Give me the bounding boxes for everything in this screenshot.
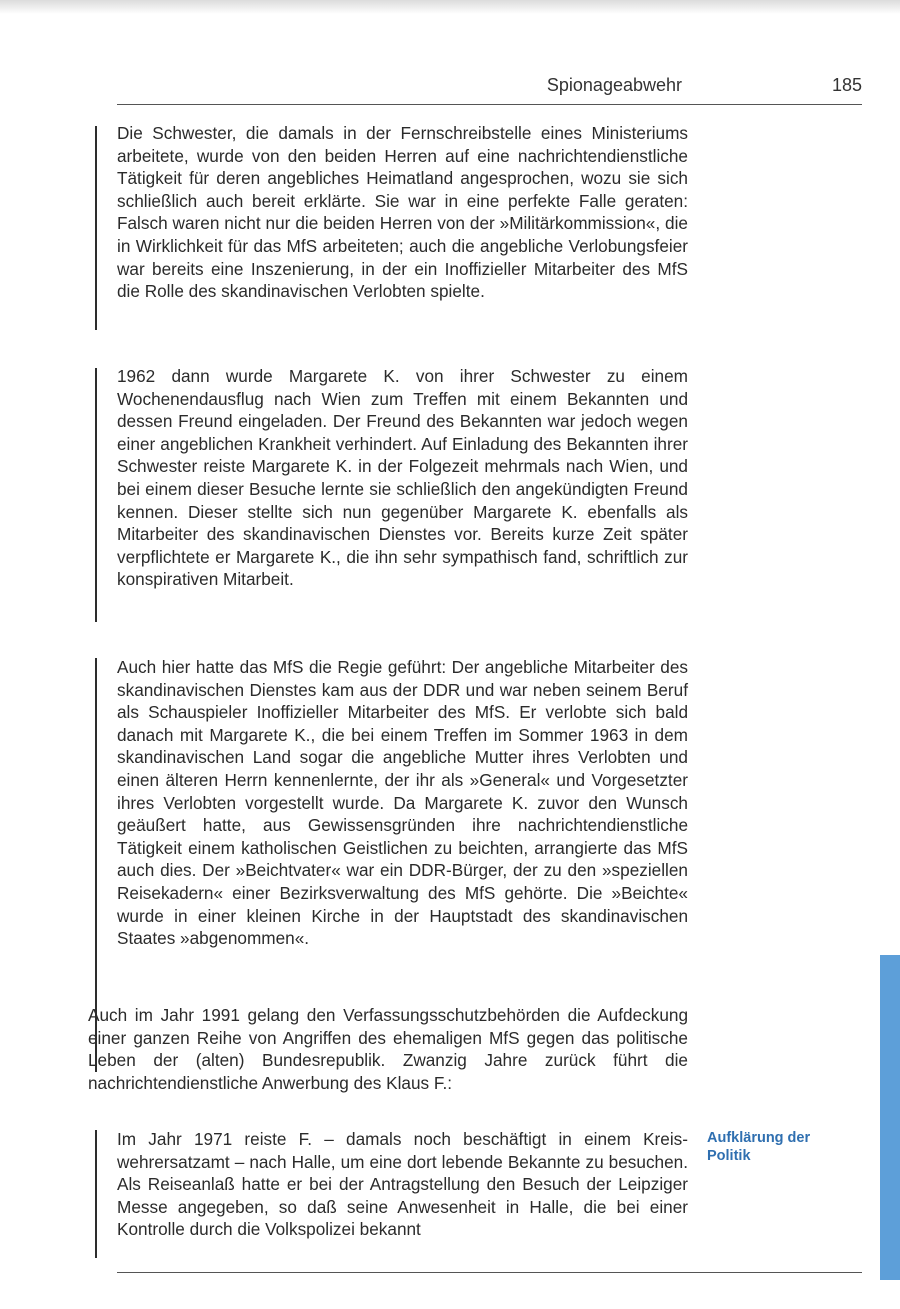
paragraph-text: Im Jahr 1971 reiste F. – damals noch beschäftigt in einem Kreiswehrersatzamt – nach Halle, um eine dort lebende Bekannte zu besuchen. Als Reiseanlaß hatte er bei der Antragstellung den Besuch der Leipziger Messe angegeben, so daß seine Anwesenheit in Halle, die bei einer Kontrolle durch die Volkspolizei bekannt [117, 1129, 688, 1240]
header-rule [117, 104, 862, 105]
paragraph-text: Auch im Jahr 1991 gelang den Verfassungsschutzbehörden die Aufdeckung einer ganzen Reihe von Angriffen des ehemaligen MfS gegen das politische Leben der (alten) Bundesrepublik. Zwanzig Jahre zurück führt die nachrichtendienstliche Anwerbung des Klaus F.: [88, 1005, 688, 1093]
running-header-section: Spionageabwehr [546, 75, 682, 95]
case-paragraph-1 [117, 122, 688, 303]
page-top-shadow [0, 0, 900, 14]
quote-bar [95, 126, 97, 330]
margin-note: Aufklärung der Politik [707, 1130, 811, 1164]
case-paragraph-2 [117, 365, 688, 591]
body-paragraph [88, 1004, 688, 1094]
page-number: 185 [831, 75, 862, 95]
quote-bar [95, 1130, 97, 1258]
paragraph-text: Auch hier hatte das MfS die Regie geführt: Der angebliche Mitarbeiter des skandinavischen Dienstes kam aus der DDR und war neben seinem Beruf als Schauspieler Inoffizieller Mitarbeiter des MfS. Er verlobte sich bald danach mit Margarete K., die bei einem Treffen im Sommer 1963 in dem skandinavischen Land sogar die angebliche Mutter ihres Verlobten und einen älteren Herrn kennenlernte, der ihr als »General« und Vorgesetzter ihres Verlobten vorgestellt wurde. Da Margarete K. zuvor den Wunsch geäußert hatte, aus Gewissensgründen ihre nachrichtendienstliche Tätigkeit einem katholischen Geistlichen zu beichten, arrangierte das MfS auch dies. Der »Beichtvater« war ein DDR-Bürger, der zu den »speziellen Reisekadern« einer Bezirksverwaltung des MfS gehörte. Die »Beichte« wurde in einer kleinen Kirche in der Hauptstadt des skandinavischen Staates »abgenommen«. [117, 657, 688, 949]
case-paragraph-3 [117, 656, 688, 950]
paragraph-text: Die Schwester, die damals in der Fernschreibstelle eines Ministeriums arbeitete, wurde von den beiden Herren auf eine nachrichtendienstliche Tätigkeit für deren angebliches Heimatland angesprochen, wozu sie sich schließlich auch bereit erklärte. Sie war in eine perfekte Falle geraten: Falsch waren nicht nur die beiden Herren von der »Militärkommission«, die in Wirklichkeit für das MfS arbeiteten; auch die angebliche Verlobungsfeier war bereits eine Inszenierung, in der ein Inoffizieller Mitarbeiter des MfS die Rolle des skandinavischen Verlobten spielte. [117, 123, 688, 302]
footer-rule [117, 1272, 862, 1273]
paragraph-text: 1962 dann wurde Margarete K. von ihrer Schwester zu einem Wochenendausflug nach Wien zum Treffen mit einem Bekannten und dessen Freund eingeladen. Der Freund des Bekannten war jedoch wegen einer angeblichen Krankheit verhindert. Auf Einladung des Bekannten ihrer Schwester reiste Margarete K. in der Folgezeit mehrmals nach Wien, und bei einem dieser Besuche lernte sie schließlich den angekündigten Freund kennen. Dieser stellte sich nun gegenüber Margarete K. ebenfalls als Mitarbeiter des skandinavischen Dienstes vor. Bereits kurze Zeit später verpflichtete er Margarete K., die ihn sehr sympathisch fand, schriftlich zur konspirativen Mitarbeit. [117, 366, 688, 590]
chapter-edge-tab [880, 955, 900, 1280]
case-paragraph-5 [117, 1128, 688, 1241]
quote-bar [95, 368, 97, 622]
